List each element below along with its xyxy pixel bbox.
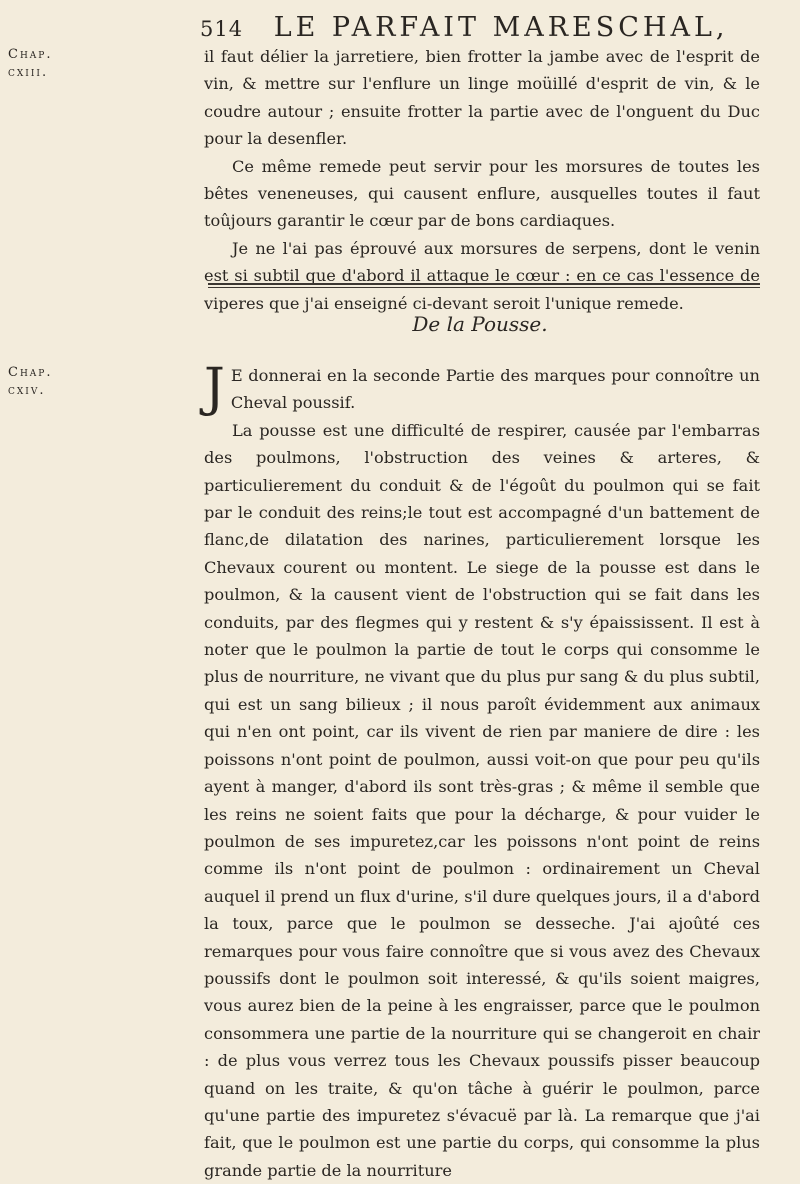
margin-note-chap: Chap.: [8, 365, 53, 380]
margin-note-chapter-113: [8, 46, 52, 82]
paragraph: La pousse est une difficulté de respirer, causée par l'embarras des poulmons, l'obstruction des veines & arteres, & particulierement du conduit & de l'égoût du poulmon qui se fait par le conduit des reins;le tout est accompagné d'un battement de flanc,de dilatation des narines, particulierement lorsque les Chevaux courent ou montent. Le siege de la pousse est dans le poulmon, & la causent vient de l'obstruction qui se fait dans les conduits, par des flegmes qui y restent & s'y épaississent. Il est à noter que le poulmon la partie de tout le corps qui consomme le plus de nourriture, ne vivant que du plus pur sang & du plus subtil, qui est un sang bilieux ; il nous paroît évidemment aux animaux qui n'en ont point, car ils vivent de rien par maniere de dire : les poissons n'ont point de poulmon, aussi voit-on que pour peu qu'ils ayent à manger, d'abord ils sont très-gras ; & même il semble que les reins ne soient faits que pour la décharge, & pour vuider le poulmon de ses impuretez,car les poissons n'ont point de reins comme ils n'ont point de poulmon : ordinairement un Cheval auquel il prend un flux d'urine, s'il dure quelques jours, il a d'abord la toux, parce que le poulmon se desseche. J'ai ajoûté ces remarques pour vous faire connoître que si vous avez des Chevaux poussifs dont le poulmon soit interessé, & qu'ils soient maigres, vous aurez bien de la peine à les engraisser, parce que le poulmon consommera une partie de la nourriture qui se changeroit en chair : de plus vous verrez tous les Chevaux poussifs pisser beaucoup quand on les traite, & qu'on tâche à guérir le poulmon, parce qu'une partie des impuretez s'évacuë par là. La remarque que j'ai fait, que le poulmon est une partie du corps, qui consomme la plus grande partie de la nourriture: [204, 420, 760, 1180]
paragraph: il faut délier la jarretiere, bien frotter la jambe avec de l'esprit de vin, & mettre sur l'enflure un linge moüillé d'esprit de vin, & le coudre autour ; ensuite frotter la partie avec de l'onguent du Duc pour la desenfler.: [204, 47, 760, 149]
opening-paragraph: [204, 358, 760, 418]
opening-text: E donnerai en la seconde Partie des marques pour connoître un Cheval poussif.: [230, 366, 760, 413]
running-title: LE PARFAIT MARESCHAL,: [273, 12, 729, 43]
margin-note-chap: Chap.: [8, 47, 53, 62]
margin-note-chapter-114: [8, 364, 52, 400]
margin-note-num: cxiv.: [8, 383, 46, 398]
margin-note-num: cxiii.: [8, 65, 49, 80]
paragraph: Ce même remede peut servir pour les morsures de toutes les bêtes veneneuses, qui causent enflure, ausquelles toutes il faut toûjours garantir le cœur par de bons cardiaques.: [204, 156, 760, 231]
drop-cap: J: [204, 358, 225, 418]
paragraph: Je ne l'ai pas éprouvé aux morsures de serpens, dont le venin est si subtil que d'abord il attaque le cœur : en ce cas l'essence de viperes que j'ai enseigné ci-devant seroit l'unique remede.: [204, 238, 760, 313]
page-number: 514: [200, 17, 244, 41]
running-head: [200, 12, 760, 43]
section-title: De la Pousse.: [412, 312, 548, 336]
section-1-body: [204, 43, 760, 317]
section-2-body: [204, 358, 760, 1184]
section-divider: [208, 283, 760, 288]
